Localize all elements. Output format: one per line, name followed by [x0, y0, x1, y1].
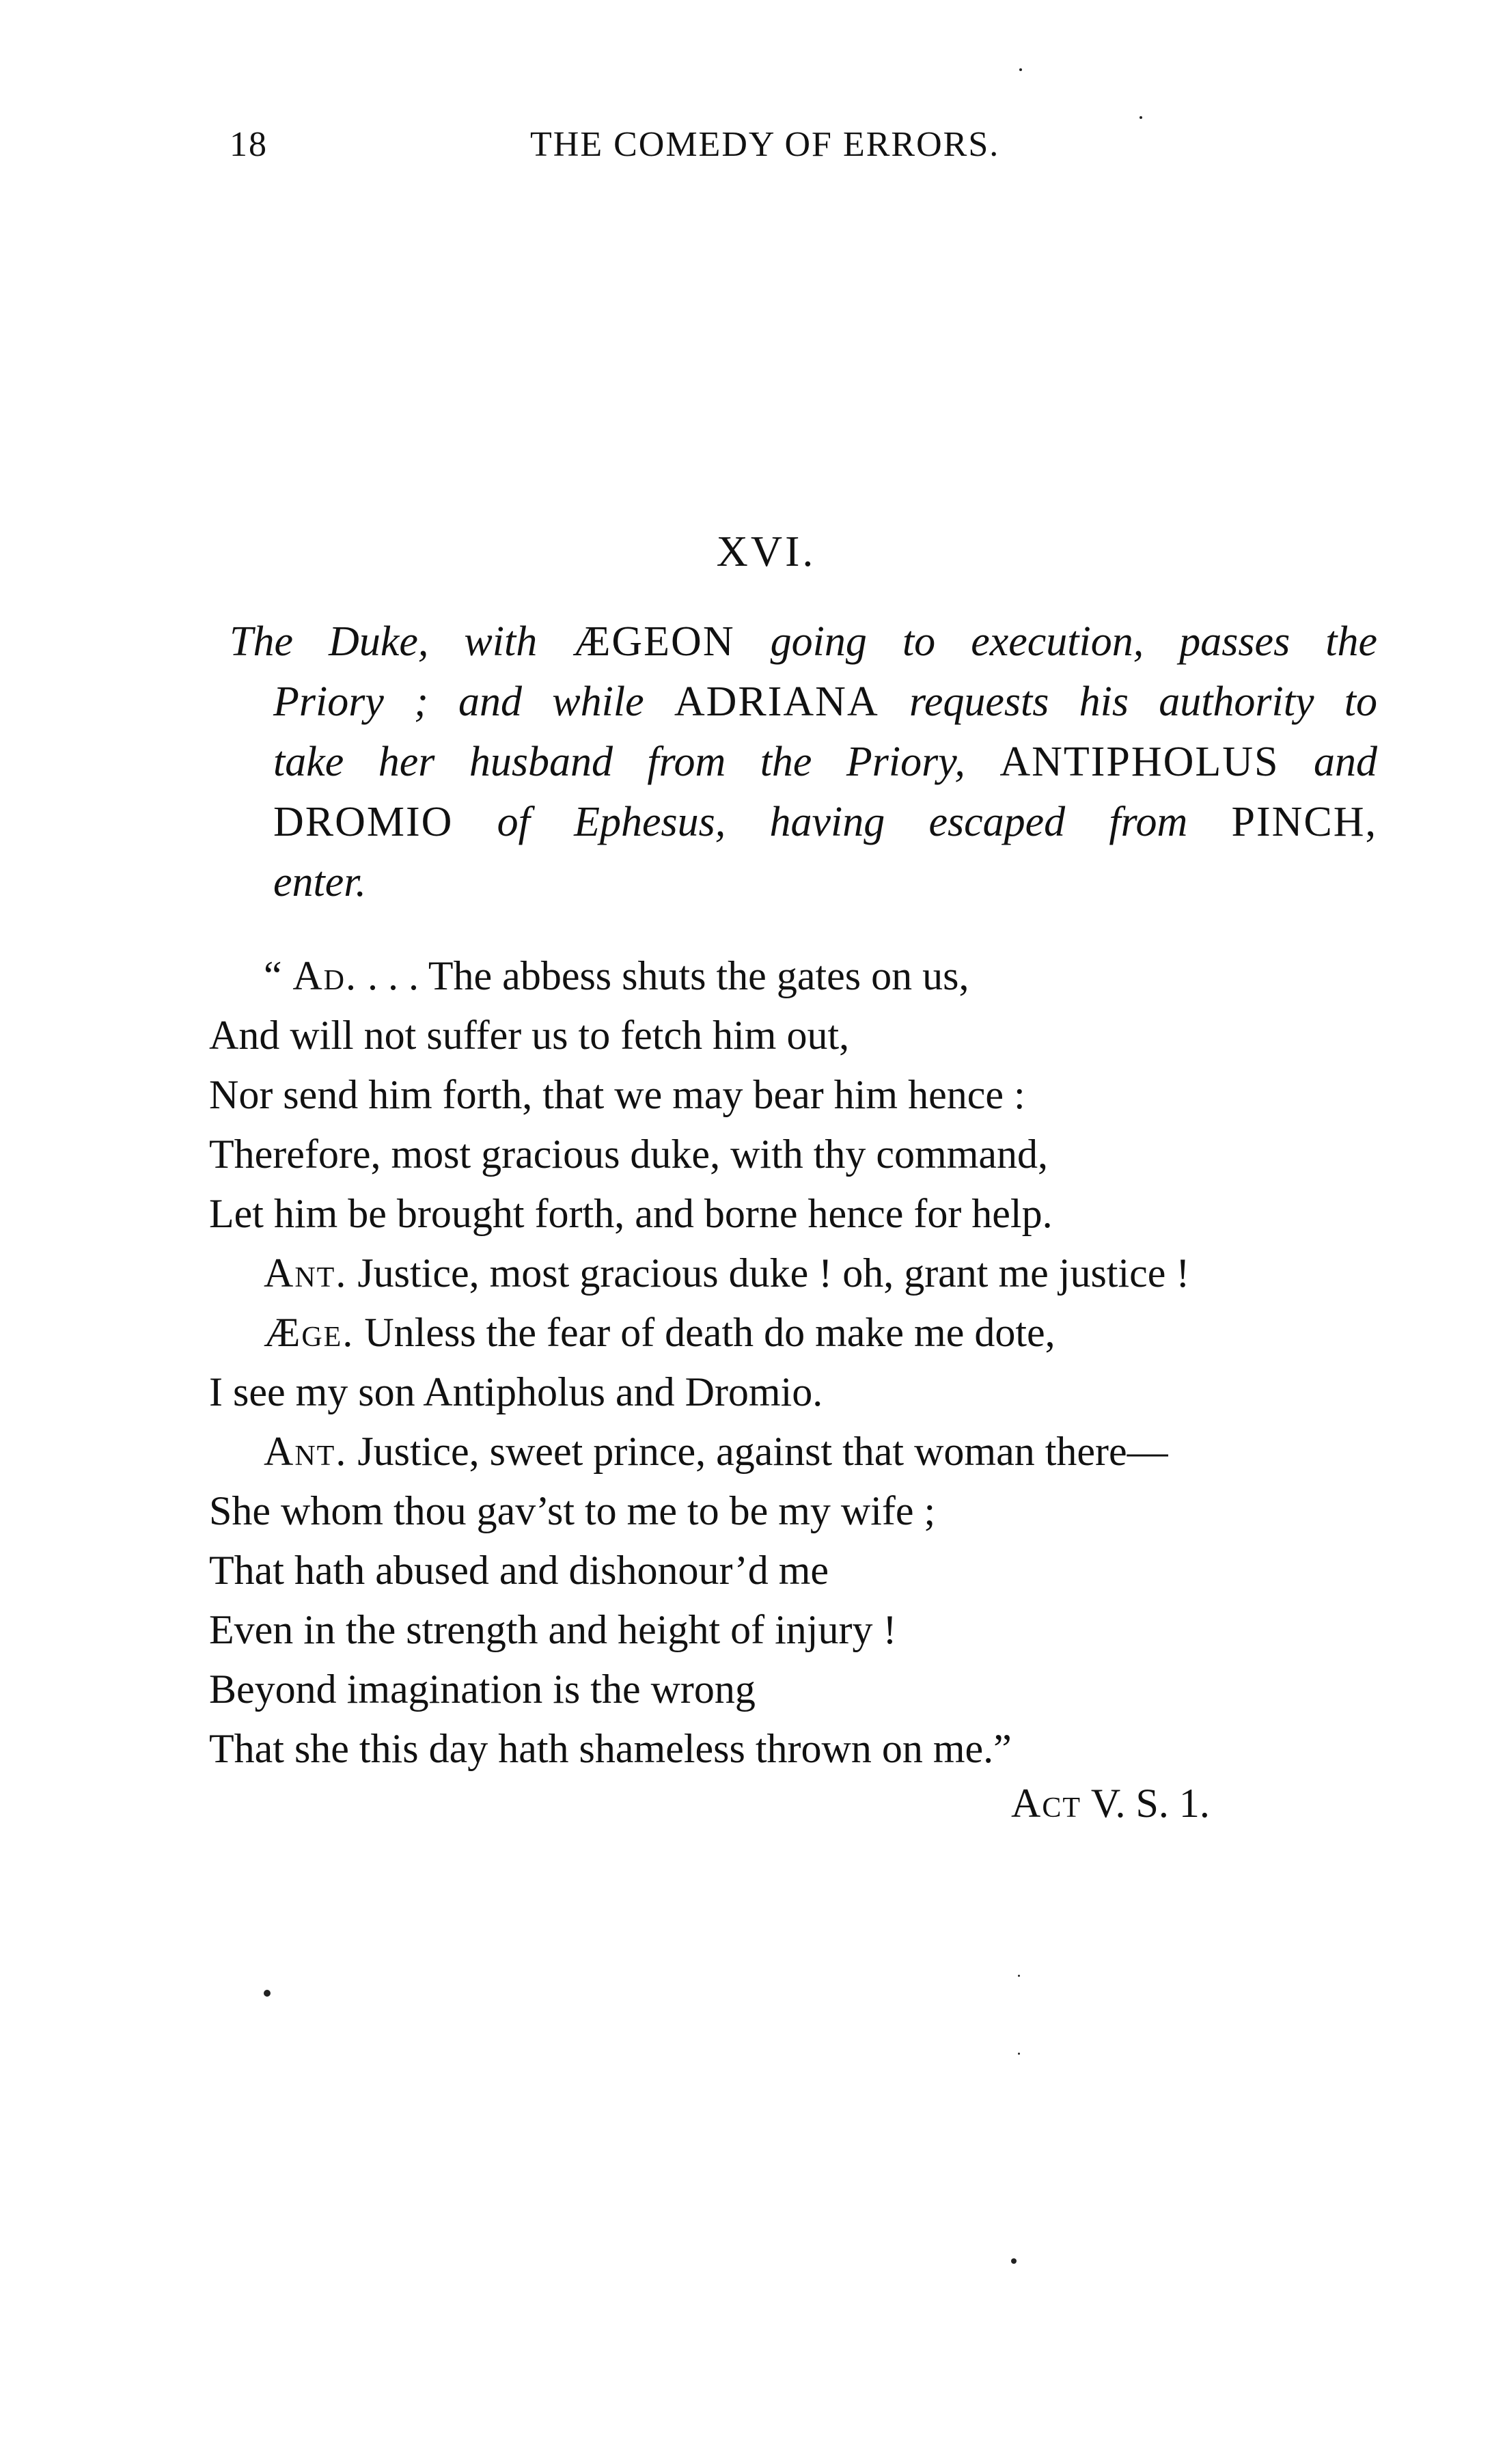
argument-text: take her husband from the Priory,	[273, 739, 1000, 785]
verse-text: Justice, most gracious duke ! oh, grant me justice !	[347, 1250, 1190, 1296]
character-name: PINCH,	[1231, 799, 1377, 845]
verse-line	[209, 1184, 1370, 1244]
argument-line	[230, 792, 1377, 852]
verse-line	[209, 1660, 1370, 1719]
verse-line	[209, 1244, 1370, 1303]
verse-text: Unless the fear of death do make me dote,	[354, 1310, 1055, 1355]
verse-text: That hath abused and dishonour’d me	[209, 1548, 829, 1593]
verse-text: And will not suffer us to fetch him out,	[209, 1013, 850, 1058]
argument-line	[230, 672, 1377, 732]
verse-line	[209, 1541, 1370, 1600]
argument-text: enter.	[273, 859, 367, 905]
character-name: ANTIPHOLUS	[999, 739, 1280, 785]
argument-line	[230, 732, 1377, 792]
verse-line	[209, 1006, 1370, 1065]
page-number: 18	[230, 125, 268, 164]
ink-speck	[1018, 2053, 1020, 2055]
ink-speck	[264, 1990, 271, 1997]
character-name: ADRIANA	[674, 679, 879, 725]
verse-line	[209, 1125, 1370, 1184]
verse-line	[209, 1422, 1370, 1481]
verse-line	[209, 1719, 1370, 1779]
verse-text: Let him be brought forth, and borne hence for help.	[209, 1191, 1053, 1236]
argument-text: The Duke, with	[230, 618, 573, 665]
verse-text: Beyond imagination is the wrong	[209, 1667, 756, 1712]
argument-text: of Ephesus, having escaped from	[453, 799, 1232, 845]
argument-text: Priory ; and while	[273, 679, 674, 725]
verse-line	[209, 1065, 1370, 1125]
verse-line	[209, 1303, 1370, 1363]
section-number: XVI.	[716, 527, 816, 575]
verse-line	[209, 1363, 1370, 1422]
speaker-label: Ant.	[264, 1429, 348, 1474]
verse-text: Even in the strength and height of injury !	[209, 1607, 897, 1652]
reference-scene: V. S. 1.	[1081, 1781, 1210, 1826]
ink-speck	[1011, 2258, 1017, 2264]
argument-text: requests his authority to	[879, 679, 1377, 725]
reference-act: Act	[1011, 1781, 1081, 1826]
act-scene-reference	[1011, 1780, 1210, 1827]
speaker-label: Æge.	[264, 1310, 355, 1355]
verse-text: That she this day hath shameless thrown on me.”	[209, 1726, 1012, 1771]
verse-text: . . . The abbess shuts the gates on us,	[357, 953, 969, 998]
speaker-label: “ Ad.	[264, 953, 357, 998]
argument-text: going to execution, passes the	[734, 618, 1377, 665]
page-header	[230, 124, 1145, 172]
verse-text: She whom thou gav’st to me to be my wife ;	[209, 1488, 936, 1533]
character-name: ÆGEON	[572, 618, 735, 665]
verse-quotation	[209, 946, 1370, 1779]
ink-speck	[1019, 68, 1022, 71]
argument-text: and	[1279, 739, 1378, 785]
speaker-label: Ant.	[264, 1250, 348, 1296]
verse-text: Therefore, most gracious duke, with thy command,	[209, 1132, 1049, 1177]
scene-argument	[230, 612, 1377, 912]
verse-text: Justice, sweet prince, against that woman there—	[347, 1429, 1168, 1474]
verse-text: Nor send him forth, that we may bear him hence :	[209, 1072, 1025, 1117]
argument-line	[230, 852, 1377, 912]
argument-line	[230, 612, 1377, 672]
ink-speck	[1140, 116, 1142, 119]
character-name: DROMIO	[273, 799, 454, 845]
ink-speck	[1018, 1975, 1020, 1977]
verse-line	[209, 1600, 1370, 1660]
verse-text: I see my son Antipholus and Dromio.	[209, 1369, 823, 1414]
running-title: THE COMEDY OF ERRORS.	[530, 125, 1000, 164]
verse-line	[209, 1481, 1370, 1541]
verse-line	[209, 946, 1370, 1006]
